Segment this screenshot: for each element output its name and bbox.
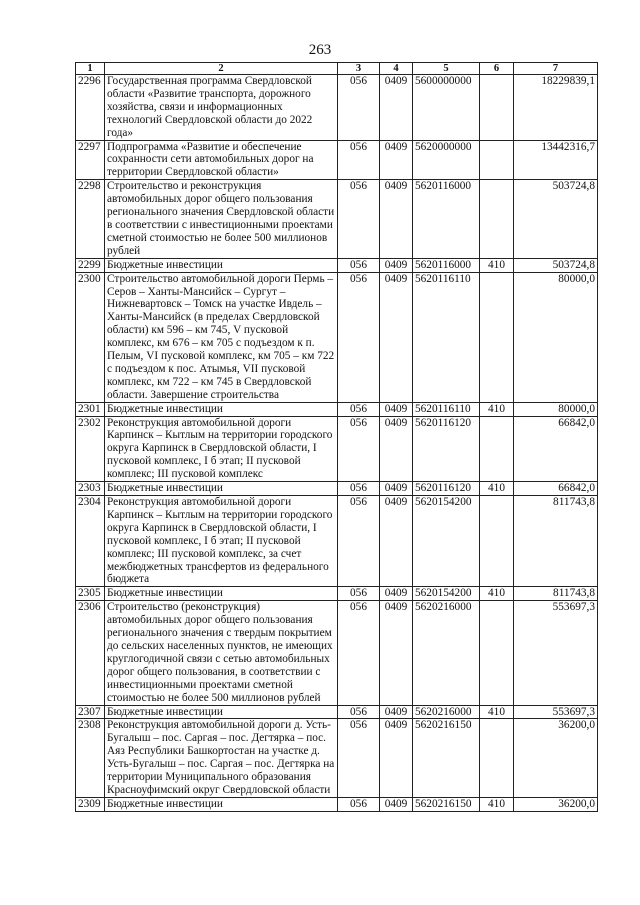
column-header: 7 — [514, 63, 598, 75]
row-section: 0409 — [380, 705, 413, 719]
row-number: 2296 — [76, 75, 105, 141]
row-name: Строительство автомобильной дороги Пермь – Серов – Ханты-Мансийск – Сургут – Нижневартовск – Томск на участке Ивдель – Ханты-Мансийск (в пределах Свердловской области) км 596 – км 745, V пусковой комплекс, км 676 – км 705 с подъездом к п. Пелым, VI пусковой комплекс, км 705 – км 722 с подъездом к пос. Атымья, VII пусковой комплекс, км 722 – км 745 в Свердловской области. Завершение строительства — [105, 272, 338, 402]
row-vr: 410 — [480, 587, 514, 601]
table-row — [76, 75, 598, 141]
row-vr — [480, 75, 514, 141]
row-section: 0409 — [380, 587, 413, 601]
row-grbs: 056 — [338, 482, 380, 496]
row-number: 2297 — [76, 140, 105, 180]
row-number: 2302 — [76, 416, 105, 482]
row-number: 2306 — [76, 601, 105, 705]
row-name: Бюджетные инвестиции — [105, 402, 338, 416]
row-section: 0409 — [380, 416, 413, 482]
budget-table — [75, 62, 598, 812]
row-number: 2305 — [76, 587, 105, 601]
row-section: 0409 — [380, 601, 413, 705]
row-number: 2299 — [76, 258, 105, 272]
row-name: Бюджетные инвестиции — [105, 482, 338, 496]
column-header: 6 — [480, 63, 514, 75]
row-sum: 553697,3 — [514, 705, 598, 719]
row-section: 0409 — [380, 402, 413, 416]
row-vr — [480, 496, 514, 587]
row-csr: 5620154200 — [413, 587, 480, 601]
row-sum: 503724,8 — [514, 258, 598, 272]
column-header: 1 — [76, 63, 105, 75]
table-row — [76, 272, 598, 402]
row-number: 2308 — [76, 719, 105, 797]
row-name: Строительство (реконструкция) автомобильных дорог общего пользования регионального значения с твердым покрытием до сельских населенных пунктов, не имеющих круглогодичной связи с сетью автомобильных дорог общего пользования, в соответствии с инвестиционными проектами сметной стоимостью не более 500 миллионов рублей — [105, 601, 338, 705]
row-name: Строительство и реконструкция автомобильных дорог общего пользования регионального значения Свердловской области в соответствии с инвестиционными проектами сметной стоимостью не более 500 миллионов рублей — [105, 180, 338, 258]
row-name: Реконструкция автомобильной дороги Карпинск – Кытлым на территории городского округа Карпинск в Свердловской области, I пусковой комплекс, I б этап; II пусковой комплекс; III пусковой комплекс, за счет межбюджетных трансфертов из федерального бюджета — [105, 496, 338, 587]
row-section: 0409 — [380, 180, 413, 258]
column-header: 4 — [380, 63, 413, 75]
row-grbs: 056 — [338, 496, 380, 587]
row-number: 2301 — [76, 402, 105, 416]
row-vr — [480, 719, 514, 797]
row-csr: 5620216150 — [413, 719, 480, 797]
row-csr: 5620116120 — [413, 482, 480, 496]
row-sum: 553697,3 — [514, 601, 598, 705]
table-row — [76, 496, 598, 587]
row-csr: 5620116110 — [413, 272, 480, 402]
row-number: 2300 — [76, 272, 105, 402]
row-csr: 5620216000 — [413, 601, 480, 705]
row-grbs: 056 — [338, 272, 380, 402]
row-grbs: 056 — [338, 587, 380, 601]
table-row — [76, 601, 598, 705]
row-sum: 811743,8 — [514, 587, 598, 601]
row-section: 0409 — [380, 75, 413, 141]
row-csr: 5620116000 — [413, 258, 480, 272]
row-grbs: 056 — [338, 402, 380, 416]
row-vr — [480, 416, 514, 482]
table-row — [76, 797, 598, 811]
row-sum: 18229839,1 — [514, 75, 598, 141]
row-grbs: 056 — [338, 719, 380, 797]
row-csr: 5620216000 — [413, 705, 480, 719]
page-number: 263 — [308, 42, 332, 58]
row-vr: 410 — [480, 482, 514, 496]
row-section: 0409 — [380, 482, 413, 496]
row-sum: 503724,8 — [514, 180, 598, 258]
row-sum: 80000,0 — [514, 402, 598, 416]
column-header: 5 — [413, 63, 480, 75]
row-section: 0409 — [380, 797, 413, 811]
row-vr: 410 — [480, 402, 514, 416]
table-row — [76, 587, 598, 601]
row-name: Подпрограмма «Развитие и обеспечение сохранности сети автомобильных дорог на территории Свердловской области» — [105, 140, 338, 180]
row-csr: 5620116120 — [413, 416, 480, 482]
row-section: 0409 — [380, 719, 413, 797]
row-sum: 36200,0 — [514, 797, 598, 811]
row-section: 0409 — [380, 496, 413, 587]
row-csr: 5620116110 — [413, 402, 480, 416]
row-name: Реконструкция автомобильной дороги д. Усть-Бугалыш – пос. Саргая – пос. Дегтярка – пос. Аяз Республики Башкортостан на участке д. Усть-Бугалыш – пос. Саргая – пос. Дегтярка на территории Муниципального образования Красноуфимский округ Свердловской области — [105, 719, 338, 797]
row-vr: 410 — [480, 258, 514, 272]
row-vr: 410 — [480, 797, 514, 811]
table-row — [76, 258, 598, 272]
row-number: 2298 — [76, 180, 105, 258]
row-number: 2309 — [76, 797, 105, 811]
row-sum: 13442316,7 — [514, 140, 598, 180]
row-csr: 5600000000 — [413, 75, 480, 141]
table-row — [76, 482, 598, 496]
row-sum: 811743,8 — [514, 496, 598, 587]
row-sum: 36200,0 — [514, 719, 598, 797]
table-row — [76, 140, 598, 180]
row-vr — [480, 601, 514, 705]
row-csr: 5620216150 — [413, 797, 480, 811]
row-grbs: 056 — [338, 797, 380, 811]
row-grbs: 056 — [338, 416, 380, 482]
row-grbs: 056 — [338, 180, 380, 258]
row-name: Реконструкция автомобильной дороги Карпинск – Кытлым на территории городского округа Карпинск в Свердловской области, I пусковой комплекс, I б этап; II пусковой комплекс; III пусковой комплекс — [105, 416, 338, 482]
column-header: 3 — [338, 63, 380, 75]
row-csr: 5620154200 — [413, 496, 480, 587]
row-name: Бюджетные инвестиции — [105, 587, 338, 601]
table-row — [76, 180, 598, 258]
row-grbs: 056 — [338, 258, 380, 272]
row-vr — [480, 272, 514, 402]
row-vr — [480, 180, 514, 258]
row-number: 2304 — [76, 496, 105, 587]
row-grbs: 056 — [338, 601, 380, 705]
row-csr: 5620000000 — [413, 140, 480, 180]
row-sum: 66842,0 — [514, 416, 598, 482]
table-row — [76, 416, 598, 482]
row-grbs: 056 — [338, 705, 380, 719]
row-name: Бюджетные инвестиции — [105, 705, 338, 719]
row-sum: 66842,0 — [514, 482, 598, 496]
table-row — [76, 719, 598, 797]
header-row — [76, 63, 598, 75]
table-row — [76, 705, 598, 719]
row-section: 0409 — [380, 272, 413, 402]
row-sum: 80000,0 — [514, 272, 598, 402]
column-header: 2 — [105, 63, 338, 75]
row-name: Бюджетные инвестиции — [105, 797, 338, 811]
row-name: Бюджетные инвестиции — [105, 258, 338, 272]
row-name: Государственная программа Свердловской области «Развитие транспорта, дорожного хозяйства, связи и информационных технологий Свердловской области до 2022 года» — [105, 75, 338, 141]
row-vr: 410 — [480, 705, 514, 719]
table-row — [76, 402, 598, 416]
row-section: 0409 — [380, 140, 413, 180]
row-number: 2303 — [76, 482, 105, 496]
row-section: 0409 — [380, 258, 413, 272]
row-number: 2307 — [76, 705, 105, 719]
row-csr: 5620116000 — [413, 180, 480, 258]
row-grbs: 056 — [338, 75, 380, 141]
row-vr — [480, 140, 514, 180]
row-grbs: 056 — [338, 140, 380, 180]
